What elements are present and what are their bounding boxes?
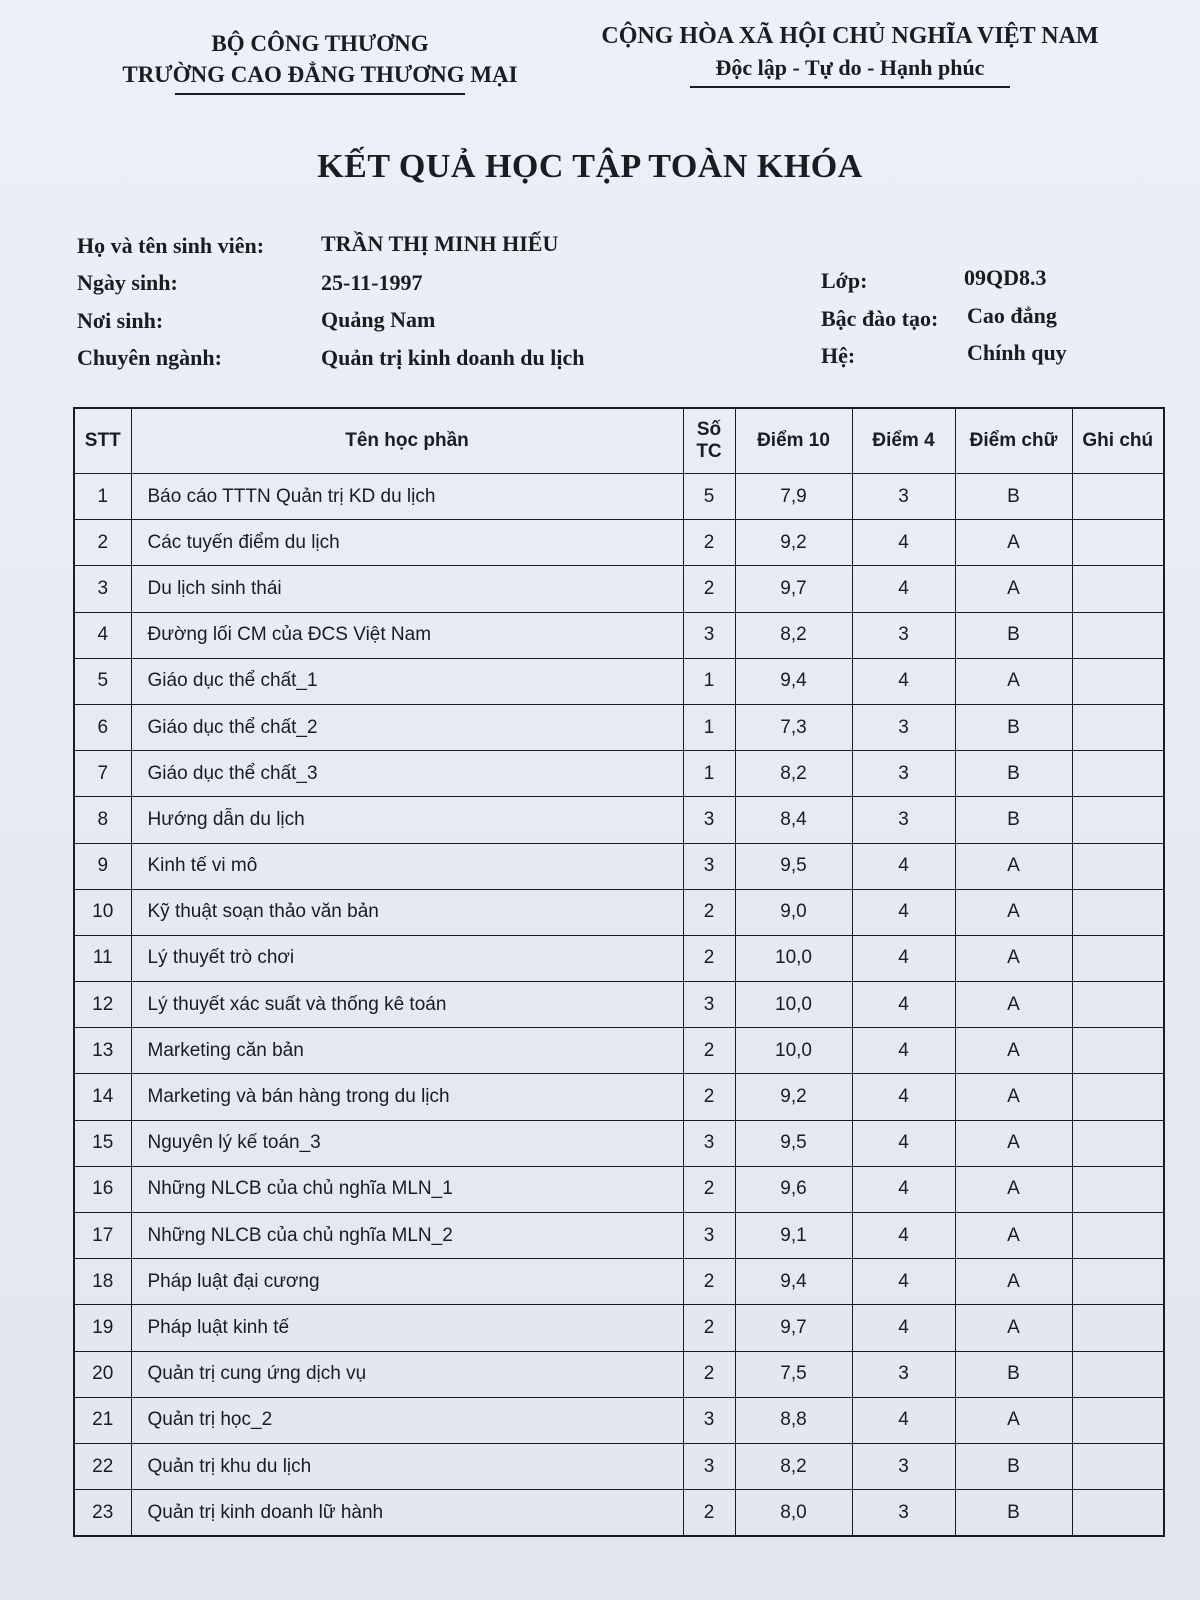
cell-course: Giáo dục thể chất_1 — [131, 658, 683, 704]
cell-course: Những NLCB của chủ nghĩa MLN_1 — [131, 1166, 683, 1212]
cell-score4: 3 — [852, 797, 955, 843]
header-credits-line1: Số — [696, 419, 722, 440]
class-label: Lớp: — [821, 268, 868, 293]
cell-score10: 8,0 — [735, 1490, 852, 1537]
table-row — [74, 797, 1164, 843]
cell-score4: 4 — [852, 889, 955, 935]
level-label: Bậc đào tạo: — [821, 306, 939, 331]
cell-score10: 8,4 — [735, 797, 852, 843]
table-row — [74, 658, 1164, 704]
student-pob: Quảng Nam — [321, 307, 436, 332]
cell-credits: 3 — [683, 1397, 735, 1443]
cell-stt: 6 — [74, 704, 131, 750]
cell-score4: 4 — [852, 1397, 955, 1443]
cell-score10: 9,2 — [735, 1074, 852, 1120]
table-row — [74, 982, 1164, 1028]
student-level: Cao đẳng — [967, 303, 1057, 328]
cell-note — [1072, 704, 1164, 750]
cell-stt: 9 — [74, 843, 131, 889]
cell-score4: 4 — [852, 1213, 955, 1259]
grades-body — [74, 474, 1164, 1537]
cell-course: Báo cáo TTTN Quản trị KD du lịch — [131, 474, 683, 520]
cell-note — [1072, 843, 1164, 889]
cell-letter: A — [955, 1120, 1072, 1166]
student-system: Chính quy — [967, 340, 1067, 365]
cell-score4: 4 — [852, 982, 955, 1028]
cell-course: Các tuyến điểm du lịch — [131, 520, 683, 566]
cell-score4: 3 — [852, 612, 955, 658]
header-note: Ghi chú — [1072, 408, 1164, 474]
cell-score4: 3 — [852, 474, 955, 520]
cell-score4: 4 — [852, 1259, 955, 1305]
cell-course: Du lịch sinh thái — [131, 566, 683, 612]
cell-credits: 2 — [683, 520, 735, 566]
cell-stt: 1 — [74, 474, 131, 520]
cell-course: Quản trị học_2 — [131, 1397, 683, 1443]
cell-letter: A — [955, 843, 1072, 889]
cell-score10: 9,5 — [735, 843, 852, 889]
cell-credits: 2 — [683, 889, 735, 935]
cell-course: Quản trị kinh doanh lữ hành — [131, 1490, 683, 1537]
cell-letter: A — [955, 658, 1072, 704]
table-row — [74, 1074, 1164, 1120]
cell-score10: 9,4 — [735, 658, 852, 704]
motto-underline — [690, 86, 1010, 88]
cell-stt: 20 — [74, 1351, 131, 1397]
cell-score10: 9,5 — [735, 1120, 852, 1166]
cell-stt: 22 — [74, 1443, 131, 1489]
table-row — [74, 1443, 1164, 1489]
header-underline — [175, 93, 465, 95]
table-row — [74, 1351, 1164, 1397]
table-row — [74, 1120, 1164, 1166]
cell-credits: 5 — [683, 474, 735, 520]
cell-credits: 2 — [683, 1305, 735, 1351]
table-row — [74, 474, 1164, 520]
cell-note — [1072, 1074, 1164, 1120]
system-label: Hệ: — [821, 343, 856, 368]
cell-note — [1072, 982, 1164, 1028]
header-credits-line2: TC — [696, 441, 722, 462]
student-name: TRẦN THỊ MINH HIẾU — [321, 231, 559, 256]
table-row — [74, 1397, 1164, 1443]
cell-course: Kinh tế vi mô — [131, 843, 683, 889]
cell-score4: 4 — [852, 566, 955, 612]
cell-letter: B — [955, 1443, 1072, 1489]
cell-score10: 9,2 — [735, 520, 852, 566]
cell-credits: 3 — [683, 982, 735, 1028]
cell-stt: 23 — [74, 1490, 131, 1537]
dob-label: Ngày sinh: — [77, 270, 178, 295]
cell-credits: 3 — [683, 612, 735, 658]
cell-letter: A — [955, 982, 1072, 1028]
header-stt: STT — [74, 408, 131, 474]
cell-note — [1072, 1351, 1164, 1397]
cell-letter: B — [955, 797, 1072, 843]
cell-score10: 9,7 — [735, 1305, 852, 1351]
cell-course: Lý thuyết trò chơi — [131, 935, 683, 981]
header-score10: Điểm 10 — [735, 408, 852, 474]
table-row — [74, 751, 1164, 797]
cell-credits: 1 — [683, 751, 735, 797]
cell-stt: 18 — [74, 1259, 131, 1305]
cell-stt: 19 — [74, 1305, 131, 1351]
cell-note — [1072, 1213, 1164, 1259]
cell-score10: 8,2 — [735, 612, 852, 658]
cell-stt: 8 — [74, 797, 131, 843]
table-row — [74, 1028, 1164, 1074]
cell-score10: 8,2 — [735, 751, 852, 797]
table-row — [74, 520, 1164, 566]
cell-score10: 9,6 — [735, 1166, 852, 1212]
cell-stt: 21 — [74, 1397, 131, 1443]
cell-course: Giáo dục thể chất_3 — [131, 751, 683, 797]
cell-letter: B — [955, 612, 1072, 658]
cell-stt: 15 — [74, 1120, 131, 1166]
cell-note — [1072, 1443, 1164, 1489]
cell-note — [1072, 474, 1164, 520]
table-header-row — [74, 408, 1164, 474]
cell-note — [1072, 520, 1164, 566]
cell-score10: 9,4 — [735, 1259, 852, 1305]
cell-letter: A — [955, 1305, 1072, 1351]
cell-note — [1072, 1259, 1164, 1305]
cell-stt: 16 — [74, 1166, 131, 1212]
cell-score4: 4 — [852, 1305, 955, 1351]
cell-credits: 2 — [683, 1259, 735, 1305]
ministry-name: BỘ CÔNG THƯƠNG — [211, 31, 429, 56]
cell-course: Giáo dục thể chất_2 — [131, 704, 683, 750]
cell-stt: 17 — [74, 1213, 131, 1259]
cell-score4: 4 — [852, 520, 955, 566]
cell-note — [1072, 1397, 1164, 1443]
cell-credits: 2 — [683, 1074, 735, 1120]
document-title: KẾT QUẢ HỌC TẬP TOÀN KHÓA — [317, 148, 863, 185]
cell-letter: B — [955, 704, 1072, 750]
cell-note — [1072, 1166, 1164, 1212]
cell-stt: 7 — [74, 751, 131, 797]
cell-note — [1072, 1028, 1164, 1074]
cell-credits: 3 — [683, 1120, 735, 1166]
cell-credits: 2 — [683, 566, 735, 612]
cell-stt: 14 — [74, 1074, 131, 1120]
cell-credits: 1 — [683, 704, 735, 750]
cell-course: Những NLCB của chủ nghĩa MLN_2 — [131, 1213, 683, 1259]
cell-letter: B — [955, 1490, 1072, 1537]
table-row — [74, 612, 1164, 658]
cell-letter: A — [955, 889, 1072, 935]
cell-credits: 3 — [683, 797, 735, 843]
cell-score10: 10,0 — [735, 935, 852, 981]
grades-table — [73, 407, 1165, 1537]
table-row — [74, 935, 1164, 981]
header-credits — [683, 408, 735, 474]
cell-score10: 7,9 — [735, 474, 852, 520]
cell-course: Marketing căn bản — [131, 1028, 683, 1074]
cell-credits: 2 — [683, 1028, 735, 1074]
table-row — [74, 1259, 1164, 1305]
student-class: 09QD8.3 — [964, 265, 1047, 290]
cell-score10: 10,0 — [735, 1028, 852, 1074]
cell-stt: 10 — [74, 889, 131, 935]
national-motto: Độc lập - Tự do - Hạnh phúc — [715, 55, 985, 80]
cell-stt: 4 — [74, 612, 131, 658]
national-header — [570, 20, 1130, 88]
cell-score4: 3 — [852, 1490, 955, 1537]
cell-stt: 5 — [74, 658, 131, 704]
cell-score4: 3 — [852, 1443, 955, 1489]
cell-course: Hướng dẫn du lịch — [131, 797, 683, 843]
cell-score10: 7,3 — [735, 704, 852, 750]
student-dob: 25-11-1997 — [321, 270, 423, 295]
cell-note — [1072, 889, 1164, 935]
cell-note — [1072, 1305, 1164, 1351]
table-row — [74, 704, 1164, 750]
cell-letter: B — [955, 1351, 1072, 1397]
cell-letter: A — [955, 1397, 1072, 1443]
cell-course: Pháp luật kinh tế — [131, 1305, 683, 1351]
cell-score4: 3 — [852, 704, 955, 750]
cell-note — [1072, 566, 1164, 612]
cell-credits: 3 — [683, 1443, 735, 1489]
header-course: Tên học phần — [131, 408, 683, 474]
header-letter: Điểm chữ — [955, 408, 1072, 474]
cell-note — [1072, 797, 1164, 843]
cell-letter: A — [955, 1074, 1072, 1120]
cell-course: Kỹ thuật soạn thảo văn bản — [131, 889, 683, 935]
country-name: CỘNG HÒA XÃ HỘI CHỦ NGHĨA VIỆT NAM — [601, 23, 1099, 49]
cell-score10: 7,5 — [735, 1351, 852, 1397]
table-row — [74, 566, 1164, 612]
cell-score10: 10,0 — [735, 982, 852, 1028]
pob-label: Nơi sinh: — [77, 308, 164, 333]
cell-score4: 4 — [852, 658, 955, 704]
cell-letter: A — [955, 935, 1072, 981]
school-name: TRƯỜNG CAO ĐẲNG THƯƠNG MẠI — [122, 62, 518, 87]
cell-credits: 1 — [683, 658, 735, 704]
cell-credits: 2 — [683, 1351, 735, 1397]
name-label: Họ và tên sinh viên: — [77, 233, 265, 258]
cell-credits: 2 — [683, 935, 735, 981]
cell-score10: 9,7 — [735, 566, 852, 612]
cell-score4: 4 — [852, 935, 955, 981]
cell-score4: 3 — [852, 1351, 955, 1397]
cell-course: Quản trị cung ứng dịch vụ — [131, 1351, 683, 1397]
cell-course: Pháp luật đại cương — [131, 1259, 683, 1305]
cell-note — [1072, 612, 1164, 658]
cell-note — [1072, 1490, 1164, 1537]
table-row — [74, 843, 1164, 889]
table-row — [74, 1490, 1164, 1537]
cell-stt: 3 — [74, 566, 131, 612]
cell-course: Marketing và bán hàng trong du lịch — [131, 1074, 683, 1120]
cell-letter: B — [955, 751, 1072, 797]
cell-score4: 3 — [852, 751, 955, 797]
table-row — [74, 889, 1164, 935]
cell-letter: A — [955, 1028, 1072, 1074]
cell-score4: 4 — [852, 1120, 955, 1166]
cell-letter: A — [955, 1259, 1072, 1305]
cell-score10: 8,8 — [735, 1397, 852, 1443]
cell-note — [1072, 935, 1164, 981]
student-major: Quản trị kinh doanh du lịch — [321, 345, 585, 370]
cell-score10: 9,1 — [735, 1213, 852, 1259]
institution-header — [100, 28, 540, 95]
cell-score10: 8,2 — [735, 1443, 852, 1489]
cell-score4: 4 — [852, 843, 955, 889]
header-score4: Điểm 4 — [852, 408, 955, 474]
cell-score4: 4 — [852, 1074, 955, 1120]
cell-letter: A — [955, 1213, 1072, 1259]
cell-letter: B — [955, 474, 1072, 520]
table-row — [74, 1305, 1164, 1351]
cell-letter: A — [955, 1166, 1072, 1212]
cell-credits: 3 — [683, 1213, 735, 1259]
cell-stt: 2 — [74, 520, 131, 566]
cell-credits: 3 — [683, 843, 735, 889]
cell-score4: 4 — [852, 1028, 955, 1074]
table-row — [74, 1213, 1164, 1259]
cell-credits: 2 — [683, 1490, 735, 1537]
cell-course: Nguyên lý kế toán_3 — [131, 1120, 683, 1166]
cell-note — [1072, 751, 1164, 797]
cell-course: Lý thuyết xác suất và thống kê toán — [131, 982, 683, 1028]
cell-stt: 11 — [74, 935, 131, 981]
cell-stt: 13 — [74, 1028, 131, 1074]
cell-course: Đường lối CM của ĐCS Việt Nam — [131, 612, 683, 658]
cell-course: Quản trị khu du lịch — [131, 1443, 683, 1489]
cell-score10: 9,0 — [735, 889, 852, 935]
cell-score4: 4 — [852, 1166, 955, 1212]
cell-stt: 12 — [74, 982, 131, 1028]
cell-letter: A — [955, 566, 1072, 612]
cell-note — [1072, 658, 1164, 704]
cell-credits: 2 — [683, 1166, 735, 1212]
cell-letter: A — [955, 520, 1072, 566]
table-row — [74, 1166, 1164, 1212]
cell-note — [1072, 1120, 1164, 1166]
major-label: Chuyên ngành: — [77, 345, 222, 370]
